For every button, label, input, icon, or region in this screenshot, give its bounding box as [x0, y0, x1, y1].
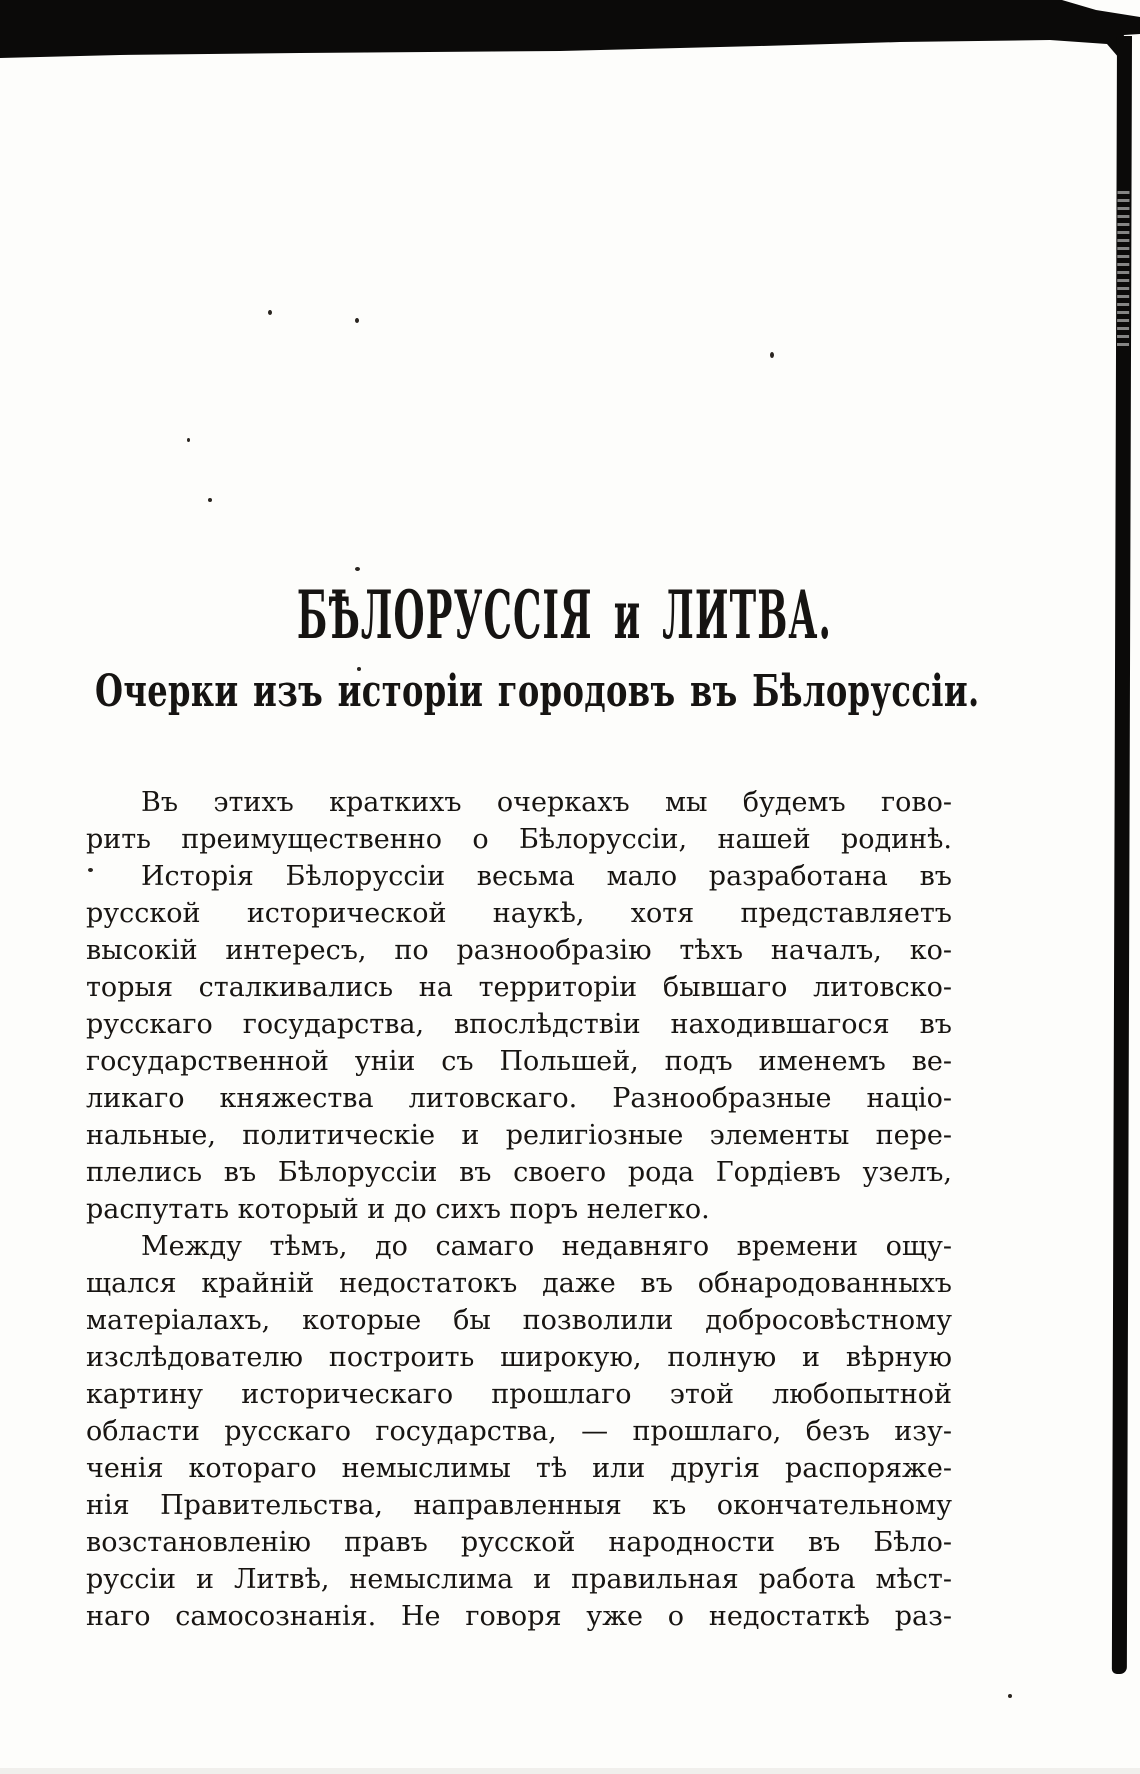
scan-speck — [355, 567, 360, 571]
text-line: изслѣдователю построить широкую, полную и вѣрную — [86, 1342, 952, 1373]
book-gutter-shadow — [1112, 36, 1132, 1674]
chapter-title — [69, 576, 935, 654]
scan-speck — [268, 310, 272, 315]
text-line: щался крайній недостатокъ даже въ обнародованныхъ — [86, 1268, 952, 1299]
text-line: распутать который и до сихъ поръ нелегко. — [86, 1194, 710, 1225]
chapter-subtitle-text: Очерки изъ исторіи городовъ въ Бѣлоруссіи. — [95, 666, 980, 717]
text-line: возстановленію правъ русской народности въ Бѣло- — [86, 1527, 952, 1558]
gutter-texture — [1117, 186, 1130, 346]
scan-speck — [770, 352, 774, 358]
text-line: картину историческаго прошлаго этой любопытной — [86, 1379, 952, 1410]
scan-speck — [1008, 1694, 1012, 1698]
text-line: нальные, политическіе и религіозные элементы пере- — [86, 1120, 952, 1151]
chapter-subtitle — [95, 666, 1095, 717]
scan-speck — [355, 318, 359, 323]
text-line: ликаго княжества литовскаго. Разнообразные націо- — [86, 1083, 952, 1114]
text-line: нія Правительства, направленныя къ окончательному — [86, 1490, 952, 1521]
text-line: руссіи и Литвѣ, немыслима и правильная работа мѣст- — [86, 1564, 952, 1595]
text-line: матеріалахъ, которые бы позволили добросовѣстному — [86, 1305, 952, 1336]
scan-edge-top — [0, 0, 1140, 60]
text-line: ченія котораго немыслимы тѣ или другія распоряже- — [86, 1453, 952, 1484]
scan-speck — [208, 498, 212, 502]
scan-edge-bottom — [0, 1768, 1140, 1774]
text-line: Исторія Бѣлоруссіи весьма мало разработана въ — [141, 861, 952, 892]
text-line: русскаго государства, впослѣдствіи находившагося въ — [86, 1009, 952, 1040]
scan-speck — [187, 438, 190, 442]
text-line: высокій интересъ, по разнообразію тѣхъ началъ, ко- — [86, 935, 952, 966]
text-line: торыя сталкивались на территоріи бывшаго литовско- — [86, 972, 952, 1003]
text-line: плелись въ Бѣлоруссіи въ своего рода Гордіевъ узелъ, — [86, 1157, 952, 1188]
text-line: государственной уніи съ Польшей, подъ именемъ ве- — [86, 1046, 952, 1077]
text-line: русской исторической наукѣ, хотя представляетъ — [86, 898, 952, 929]
text-line: Между тѣмъ, до самаго недавняго времени ощу- — [141, 1231, 952, 1262]
text-line: наго самосознанія. Не говоря уже о недостаткѣ раз- — [86, 1601, 952, 1632]
text-line: Въ этихъ краткихъ очеркахъ мы будемъ гово- — [141, 787, 952, 818]
text-line: рить преимущественно о Бѣлоруссіи, нашей родинѣ. — [86, 824, 952, 855]
body-text — [86, 784, 952, 1635]
text-line: области русскаго государства, — прошлаго, безъ изу- — [86, 1416, 952, 1447]
chapter-title-text: БѢЛОРУССІЯ и ЛИТВА. — [296, 576, 833, 654]
